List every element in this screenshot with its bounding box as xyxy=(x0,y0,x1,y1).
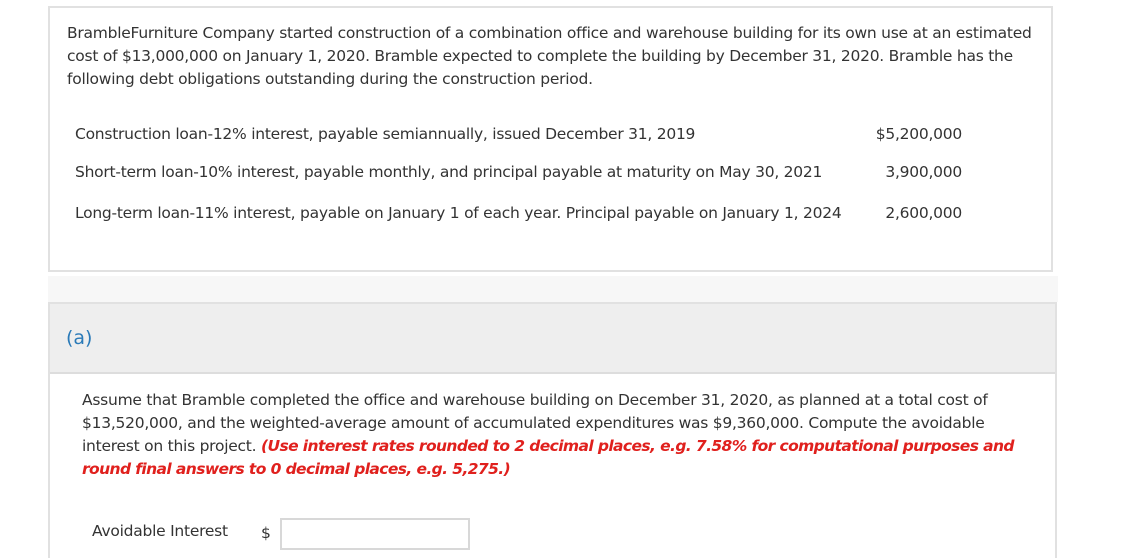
question-text: Assume that Bramble completed the office and warehouse building on December 31, 2020, as planned at a total cost of $13,520,000, and the weighted-average amount of accumulated expenditures was $9,360,000. Compute the avoidable interest on this project. xyxy=(82,391,988,455)
debt-amount: 2,600,000 xyxy=(885,204,962,222)
problem-statement-box xyxy=(48,6,1053,272)
debt-amount: 3,900,000 xyxy=(885,163,962,181)
avoidable-interest-input[interactable] xyxy=(280,518,470,550)
part-a-label: (a) xyxy=(66,327,93,349)
debt-row-short-term-loan xyxy=(75,161,962,183)
part-a-question xyxy=(82,389,1022,481)
problem-intro-text: BrambleFurniture Company started construction of a combination office and warehouse building for its own use at an estimated cost of $13,000,000 on January 1, 2020. Bramble expected to complete the building by December 31, 2020. Bramble has the following debt obligations outstanding during the construction period. xyxy=(67,24,1032,88)
part-a-header xyxy=(50,304,1055,374)
currency-symbol: $ xyxy=(261,524,271,542)
part-a-box xyxy=(48,302,1057,558)
debt-description: Long-term loan-11% interest, payable on January 1 of each year. Principal payable on January 1, 2024 xyxy=(75,204,842,222)
section-divider xyxy=(48,276,1058,302)
debt-description: Short-term loan-10% interest, payable monthly, and principal payable at maturity on May 30, 2021 xyxy=(75,163,823,181)
debt-row-long-term-loan xyxy=(75,202,962,224)
avoidable-interest-label: Avoidable Interest xyxy=(92,522,228,540)
debt-amount: $5,200,000 xyxy=(875,125,962,143)
debt-row-construction-loan xyxy=(75,123,962,145)
debt-description: Construction loan-12% interest, payable semiannually, issued December 31, 2019 xyxy=(75,125,696,143)
rounding-instruction: (Use interest rates rounded to 2 decimal places, e.g. 7.58% for computational purposes and round final answers to 0 decimal places, e.g. 5,275.) xyxy=(82,437,1014,478)
